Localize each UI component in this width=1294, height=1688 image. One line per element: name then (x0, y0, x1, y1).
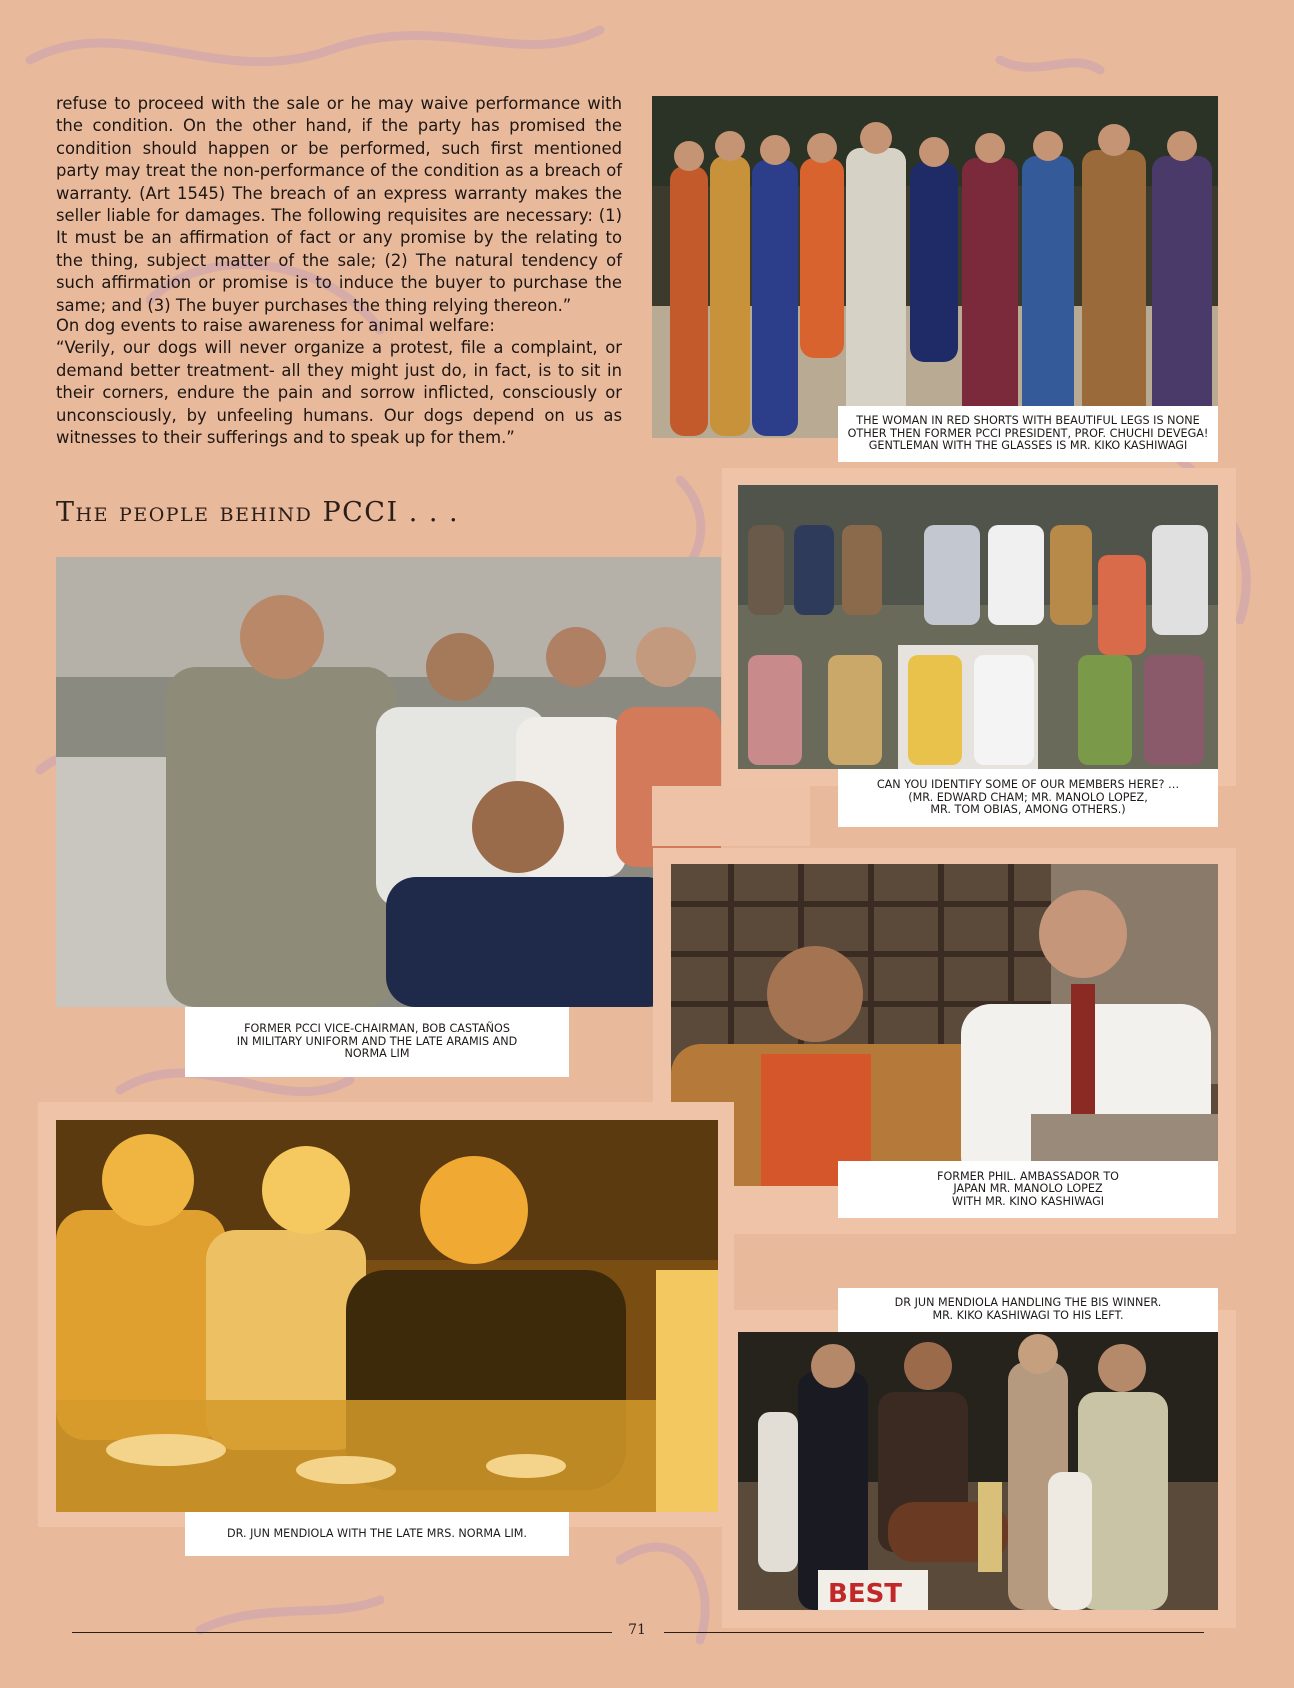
caption-dinner: DR. JUN MENDIOLA WITH THE LATE MRS. NORMA LIM. (185, 1512, 569, 1556)
caption-ambassador: FORMER PHIL. AMBASSADOR TO JAPAN MR. MANOLO LOPEZ WITH MR. KINO KASHIWAGI (838, 1161, 1218, 1218)
heading-acronym: PCCI . . . (322, 497, 460, 528)
body-paragraph-dog-events (56, 315, 622, 449)
dog-events-quote: “Verily, our dogs will never organize a protest, file a complaint, or demand better treatment- all they might just do, in fact, is to sit in their corners, endure the pain and sorrow inflicted, consciously or unconsciously, by unfeeling humans. Our dogs depend on us as witnesses to their sufferings and to speak up for them.” (56, 338, 622, 448)
body-paragraph-warranty: refuse to proceed with the sale or he may waive performance with the condition. On the other hand, if the party has promised the condition should happen or be performed, such first mentioned party may treat the non-performance of the condition as a breach of warranty. (Art 1545) The breach of an express warranty makes the seller liable for damages. The following requisites are necessary: (1) It must be an affirmation of fact or any promise by the relating to the thing, subject matter of the sale; (2) The natural tendency of such affirmation or promise is to induce the buyer to purchase the same; and (3) The buyer purchases the thing relying thereon.” (56, 94, 622, 315)
photo-vice-chairman (56, 557, 721, 1007)
heading-first-letter: T (56, 497, 76, 528)
heading-small-caps: he people behind (75, 497, 313, 528)
bis-sign-text: BEST (828, 1579, 903, 1609)
caption-group-outdoor: THE WOMAN IN RED SHORTS WITH BEAUTIFUL LEGS IS NONE OTHER THEN FORMER PCCI PRESIDENT, PROF. CHUCHI DEVEGA! GENTLEMAN WITH THE GLASSES IS MR. KIKO KASHIWAGI (838, 406, 1218, 462)
caption-members-group: CAN YOU IDENTIFY SOME OF OUR MEMBERS HERE? … (MR. EDWARD CHAM; MR. MANOLO LOPEZ, MR. TOM OBIAS, AMONG OTHERS.) (838, 769, 1218, 827)
dog-events-intro: On dog events to raise awareness for animal welfare: (56, 316, 495, 335)
photo-members-group (738, 485, 1218, 769)
photo-dinner (56, 1120, 718, 1512)
section-heading (56, 497, 459, 528)
photo-ambassador (671, 864, 1218, 1186)
footer-rule-right (664, 1632, 1204, 1633)
caption-vice-chairman: FORMER PCCI VICE-CHAIRMAN, BOB CASTAÑOS IN MILITARY UNIFORM AND THE LATE ARAMIS AND NORMA LIM (185, 1007, 569, 1077)
photo-bis-winner (738, 1332, 1218, 1610)
caption-bis-winner: DR JUN MENDIOLA HANDLING THE BIS WINNER. MR. KIKO KASHIWAGI TO HIS LEFT. (838, 1288, 1218, 1332)
photo-group-outdoor (652, 96, 1218, 438)
photo-mat-vice-chairman-edge (652, 786, 810, 846)
footer-rule-left (72, 1632, 612, 1633)
page-number: 71 (628, 1622, 646, 1638)
